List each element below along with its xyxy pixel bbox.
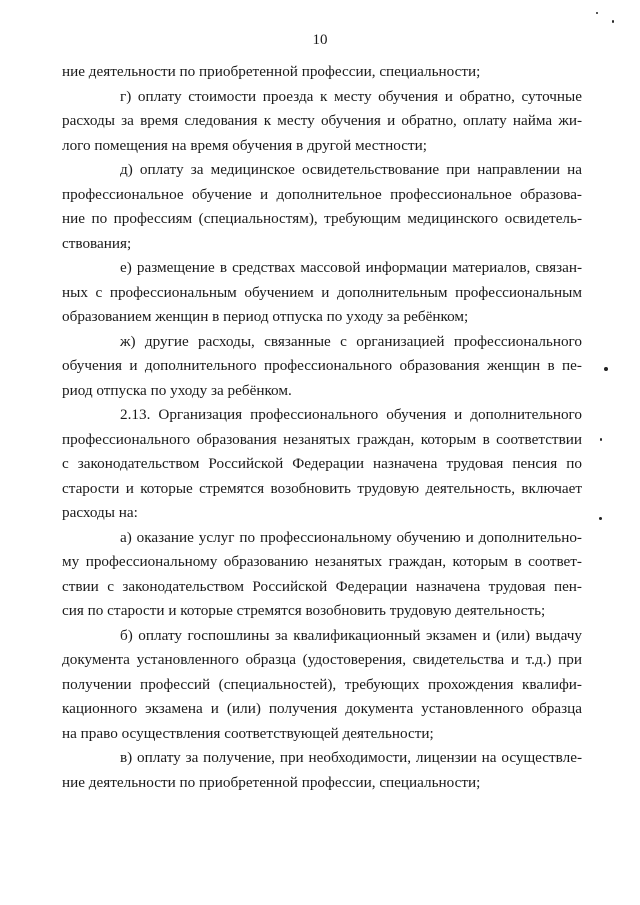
- text-line: профессиональное обучение и дополнительное профессиональное образова-: [62, 185, 582, 203]
- text-line: 2.13. Организация профессионального обучения и дополнительного: [120, 406, 582, 423]
- paragraph-item-e: [62, 256, 582, 330]
- scan-speck: [600, 438, 602, 441]
- text-line: получении профессий (специальностей), требующих прохождения квалифи-: [62, 675, 582, 693]
- text-line: ние деятельности по приобретенной профессии, специальности;: [62, 63, 481, 80]
- paragraph-item-d: [62, 158, 582, 256]
- text-line: е) размещение в средствах массовой информации материалов, связан-: [120, 259, 582, 276]
- text-line: старости и которые стремятся возобновить трудовую деятельность, включает: [62, 479, 582, 497]
- paragraph-section-2-13: [62, 403, 582, 526]
- scan-speck: [596, 12, 598, 14]
- scan-speck: [612, 20, 614, 23]
- text-line: документа установленного образца (удостоверения, свидетельства и т.д.) при: [62, 651, 582, 668]
- paragraph-item-b: [62, 624, 582, 747]
- scan-speck: [604, 367, 608, 371]
- scan-speck: [599, 517, 602, 520]
- text-line: ж) другие расходы, связанные с организацией профессионального: [120, 332, 582, 350]
- text-line: г) оплату стоимости проезда к месту обучения и обратно, суточные: [120, 87, 582, 105]
- text-line: в) оплату за получение, при необходимости, лицензии на осуществле-: [120, 749, 582, 766]
- text-line: ствии с законодательством Российской Федерации назначена трудовая пен-: [62, 577, 582, 595]
- text-line: на право осуществления соответствующей деятельности;: [62, 724, 434, 742]
- text-line: а) оказание услуг по профессиональному обучению и дополнительно-: [120, 528, 582, 546]
- text-line: риод отпуска по уходу за ребёнком.: [62, 381, 292, 399]
- document-body: [62, 60, 582, 795]
- page-number: 10: [312, 32, 328, 48]
- paragraph-continuation: [62, 60, 582, 85]
- text-line: ние по профессиям (специальностям), требующим медицинского освидетель-: [62, 210, 582, 227]
- text-line: ние деятельности по приобретенной профессии, специальности;: [62, 773, 481, 791]
- paragraph-item-v: [62, 746, 582, 795]
- text-line: расходы за время следования к месту обучения и обратно, оплату найма жи-: [62, 112, 582, 129]
- paragraph-item-a: [62, 526, 582, 624]
- paragraph-item-g: [62, 85, 582, 159]
- text-line: лого помещения на время обучения в другой местности;: [62, 136, 427, 154]
- paragraph-item-zh: [62, 330, 582, 404]
- text-line: б) оплату госпошлины за квалификационный экзамен и (или) выдачу: [120, 626, 582, 644]
- text-line: с законодательством Российской Федерации назначена трудовая пенсия по: [62, 455, 582, 472]
- text-line: профессионального образования незанятых граждан, которым в соответствии: [62, 430, 582, 448]
- text-line: кационного экзамена и (или) получения документа установленного образца: [62, 700, 582, 717]
- text-line: ствования;: [62, 234, 132, 252]
- text-line: ных с профессиональным обучением и дополнительным профессиональным: [62, 283, 582, 301]
- text-line: сия по старости и которые стремятся возобновить трудовую деятельность;: [62, 602, 546, 619]
- text-line: расходы на:: [62, 504, 138, 521]
- text-line: д) оплату за медицинское освидетельствование при направлении на: [120, 161, 582, 178]
- text-line: образованием женщин в период отпуска по уходу за ребёнком;: [62, 308, 469, 325]
- text-line: обучения и дополнительного профессионального образования женщин в пе-: [62, 357, 582, 374]
- text-line: му профессиональному образованию незанятых граждан, которым в соответ-: [62, 553, 582, 570]
